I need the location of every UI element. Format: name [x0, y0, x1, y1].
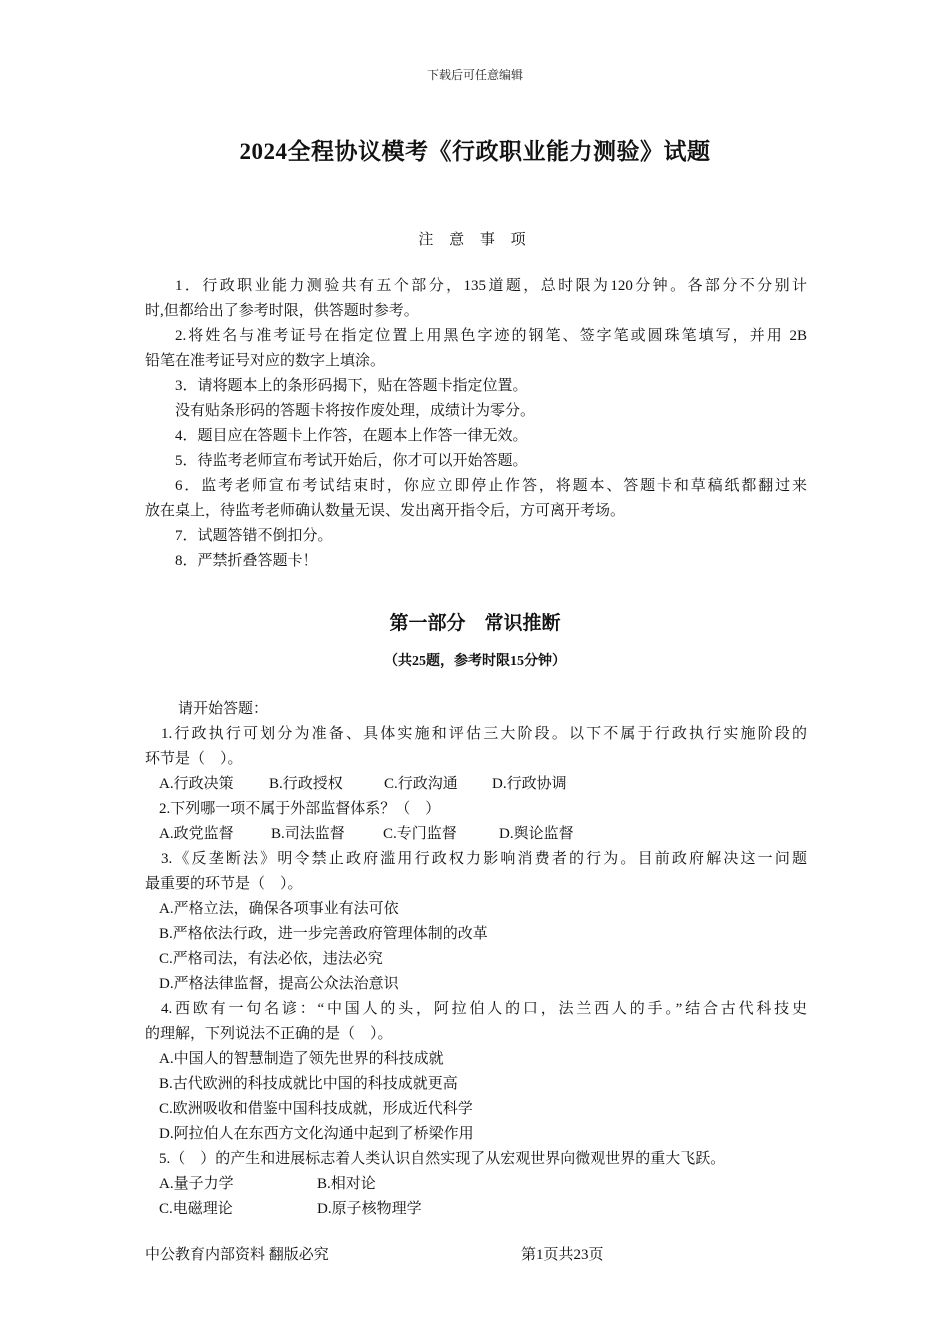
notice-item-2-cont: 铅笔在准考证号对应的数字上填涂。 — [145, 353, 386, 369]
notice-item-6-cont: 放在桌上，待监考老师确认数量无误、发出离开指令后，方可离开考场。 — [145, 503, 626, 519]
question-1-option-c: C.行政沟通 — [384, 776, 458, 792]
question-3-text-cont: 最重要的环节是（ ）。 — [145, 876, 303, 892]
question-2-option-a: A.政党监督 — [159, 826, 234, 842]
notice-list — [145, 274, 807, 574]
notice-item-3-cont: 没有贴条形码的答题卡将按作废处理，成绩计为零分。 — [175, 403, 536, 419]
question-4-option-a: A.中国人的智慧制造了领先世界的科技成就 — [159, 1051, 444, 1067]
start-prompt: 请开始答题： — [178, 701, 269, 717]
question-1-option-a: A.行政决策 — [159, 776, 234, 792]
notice-item-6: 6．监考老师宣布考试结束时，你应立即停止作答，将题本、答题卡和草稿纸都翻过来 — [175, 478, 807, 494]
question-4-text: 4.西欧有一句名谚：“中国人的头，阿拉伯人的口，法兰西人的手。”结合古代科技史 — [161, 1001, 807, 1017]
question-2-option-b: B.司法监督 — [271, 826, 345, 842]
question-list — [145, 697, 807, 1222]
question-2-options — [145, 822, 807, 847]
section-title: 第一部分 常识推断 — [389, 613, 561, 634]
notice-item-3: 3．请将题本上的条形码揭下，贴在答题卡指定位置。 — [175, 378, 528, 394]
question-4-option-d: D.阿拉伯人在东西方文化沟通中起到了桥梁作用 — [159, 1126, 474, 1142]
notice-item-2: 2.将姓名与准考证号在指定位置上用黑色字迹的钢笔、签字笔或圆珠笔填写，并用 2B — [175, 328, 807, 344]
question-2-text: 2.下列哪一项不属于外部监督体系？（ ） — [159, 801, 441, 817]
page-number: 第1页共23页 — [521, 1247, 604, 1263]
header-note: 下载后可任意编辑 — [426, 68, 523, 82]
question-1-text: 1.行政执行可划分为准备、具体实施和评估三大阶段。以下不属于行政执行实施阶段的 — [161, 726, 807, 742]
question-3-option-d: D.严格法律监督，提高公众法治意识 — [159, 976, 399, 992]
footer-copyright: 中公教育内部资料 翻版必究 — [145, 1247, 329, 1263]
question-4-option-b: B.古代欧洲的科技成就比中国的科技成就更高 — [159, 1076, 458, 1092]
question-3-text: 3.《反垄断法》明令禁止政府滥用行政权力影响消费者的行为。目前政府解决这一问题 — [161, 851, 807, 867]
question-1-options — [145, 772, 807, 797]
question-4-text-cont: 的理解，下列说法不正确的是（ ）。 — [145, 1026, 393, 1042]
notice-item-8: 8．严禁折叠答题卡！ — [175, 553, 318, 569]
question-1-option-b: B.行政授权 — [269, 776, 343, 792]
notice-item-7: 7．试题答错不倒扣分。 — [175, 528, 333, 544]
question-1-text-cont: 环节是（ ）。 — [145, 751, 243, 767]
question-5-option-a: A.量子力学 — [159, 1176, 234, 1192]
question-4-option-c: C.欧洲吸收和借鉴中国科技成就，形成近代科学 — [159, 1101, 473, 1117]
question-3-option-a: A.严格立法，确保各项事业有法可依 — [159, 901, 399, 917]
question-5-options-row-1 — [145, 1172, 807, 1197]
notice-heading: 注 意 事 项 — [418, 232, 532, 248]
notice-item-1-cont: 时,但都给出了参考时限，供答题时参考。 — [145, 303, 419, 319]
notice-item-4: 4．题目应在答题卡上作答，在题本上作答一律无效。 — [175, 428, 528, 444]
question-5-option-c: C.电磁理论 — [159, 1201, 233, 1217]
notice-item-1: 1．行政职业能力测验共有五个部分，135道题，总时限为120分钟。各部分不分别计 — [175, 278, 807, 294]
question-3-option-b: B.严格依法行政，进一步完善政府管理体制的改革 — [159, 926, 488, 942]
question-5-options-row-2 — [145, 1197, 807, 1222]
question-5-option-d: D.原子核物理学 — [317, 1201, 422, 1217]
question-5-text: 5.（ ）的产生和进展标志着人类认识自然实现了从宏观世界向微观世界的重大飞跃。 — [159, 1151, 726, 1167]
notice-item-5: 5．待监考老师宣布考试开始后，你才可以开始答题。 — [175, 453, 528, 469]
section-subtitle: （共25题，参考时限15分钟） — [384, 654, 566, 669]
document-title: 2024全程协议模考《行政职业能力测验》试题 — [239, 139, 711, 164]
question-2-option-c: C.专门监督 — [383, 826, 457, 842]
question-2-option-d: D.舆论监督 — [499, 826, 574, 842]
question-5-option-b: B.相对论 — [317, 1176, 376, 1192]
question-1-option-d: D.行政协调 — [492, 776, 567, 792]
question-3-option-c: C.严格司法，有法必依，违法必究 — [159, 951, 383, 967]
